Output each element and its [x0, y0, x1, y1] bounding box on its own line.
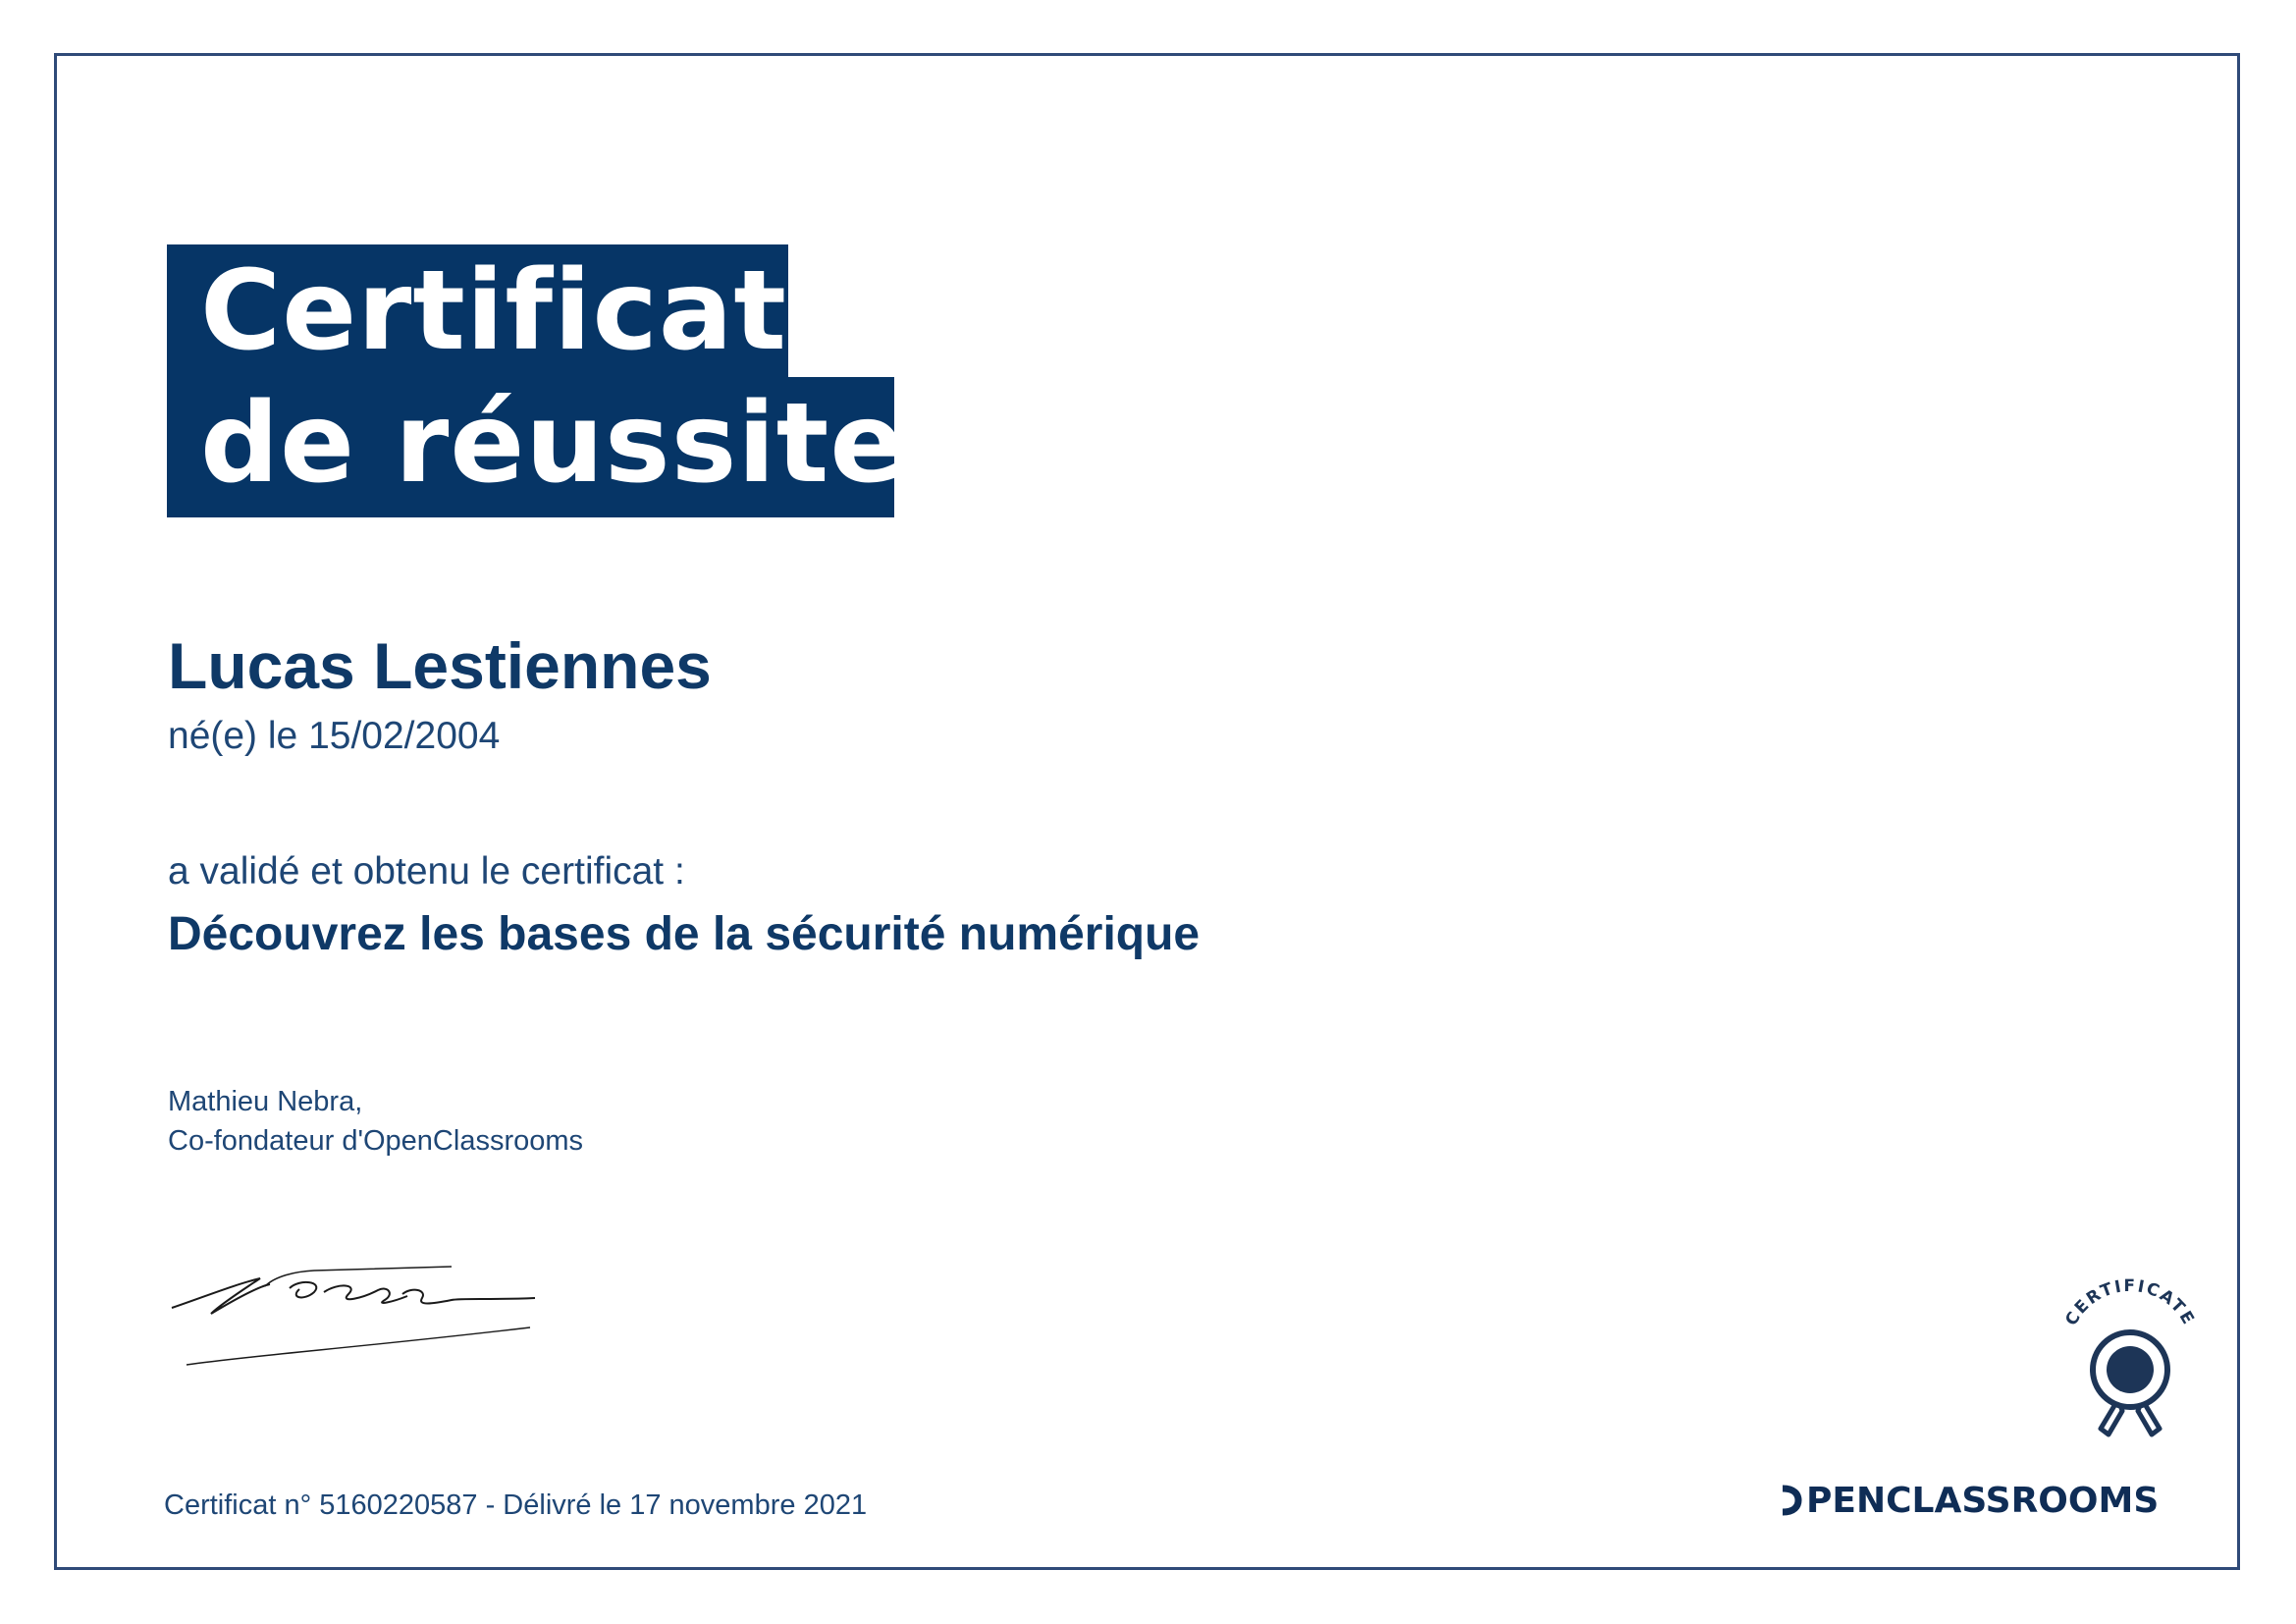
signer-name: Mathieu Nebra,	[168, 1086, 363, 1117]
svg-text:CERTIFICATE	[2061, 1276, 2198, 1329]
logo-text: PENCLASSROOMS	[1806, 1481, 2160, 1521]
title-line-1: Certificat	[167, 244, 788, 380]
validation-text: a validé et obtenu le certificat :	[168, 850, 685, 893]
openclassrooms-logo-icon	[1779, 1485, 1802, 1516]
signature-icon	[167, 1257, 540, 1375]
signer-block	[168, 1082, 583, 1161]
recipient-name: Lucas Lestiennes	[168, 629, 712, 702]
title-line-2: de réussite	[167, 377, 894, 517]
certificate-info: Certificat n° 5160220587 - Délivré le 17 novembre 2021	[164, 1489, 868, 1521]
badge-text: CERTIFICATE	[2061, 1275, 2199, 1329]
recipient-birthdate: né(e) le 15/02/2004	[168, 715, 501, 757]
ribbon-medal-icon	[2032, 1262, 2228, 1458]
course-title: Découvrez les bases de la sécurité numérique	[168, 908, 1201, 960]
signer-role: Co-fondateur d'OpenClassrooms	[168, 1125, 584, 1157]
